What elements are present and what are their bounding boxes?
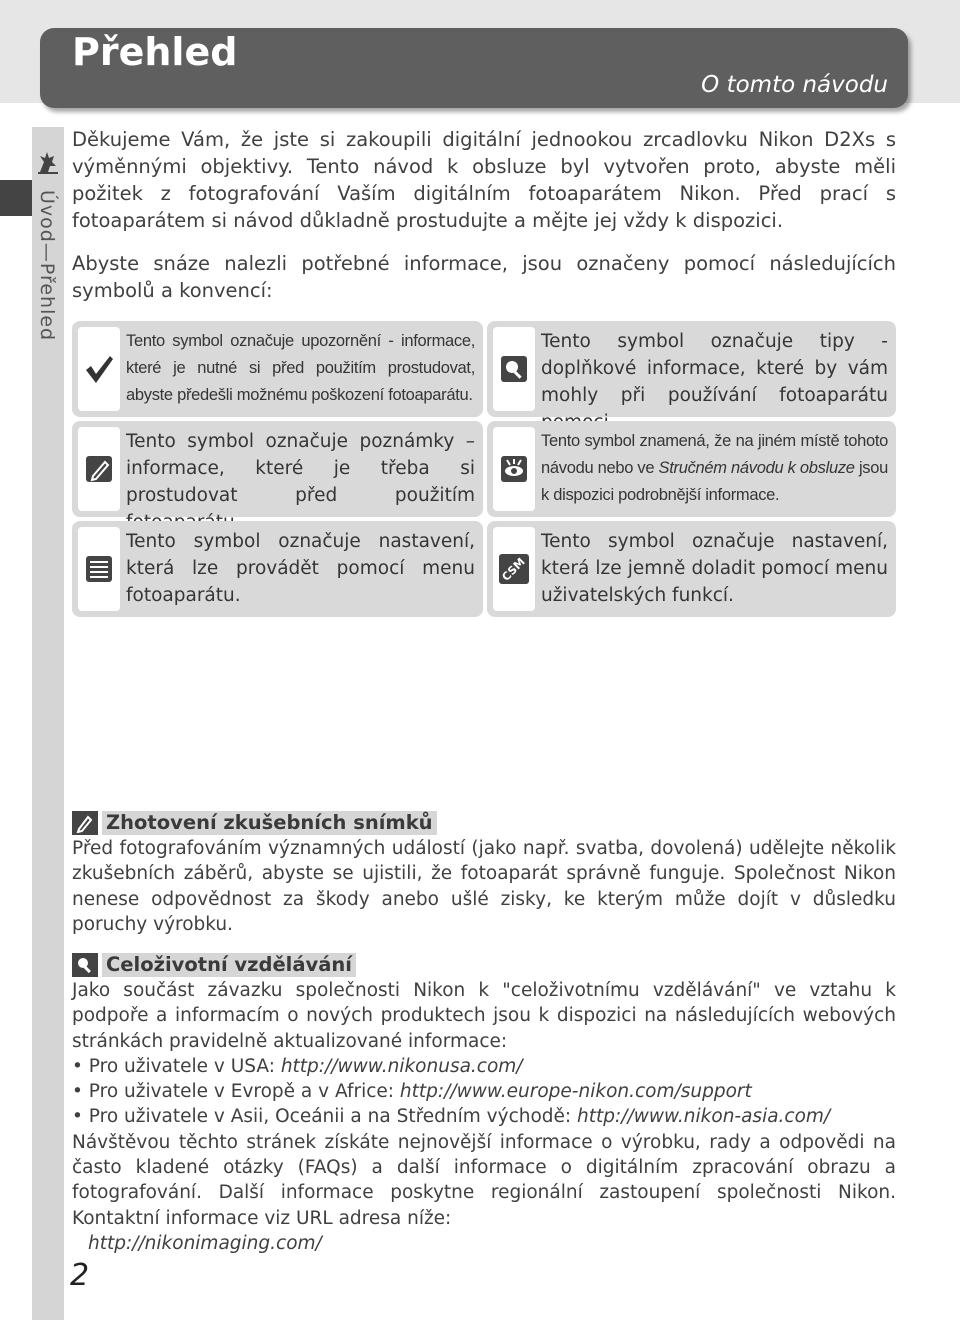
page-title: Přehled — [72, 30, 238, 74]
checkmark-icon — [78, 327, 120, 411]
header-bar — [40, 28, 908, 108]
magnifier-icon — [493, 327, 535, 411]
reference-text-italic: Stručném návodu k obsluze — [658, 459, 855, 477]
support-link-label: • Pro uživatele v USA: — [72, 1055, 281, 1077]
reference-text-after: jsou k dispozici podrobnější informace. — [541, 459, 889, 504]
symbol-text-tips: Tento symbol označuje tipy - doplňkové informace, které by vám mohly při používání fotoaparátu — [541, 331, 888, 406]
section-test-shots-body — [72, 836, 896, 937]
support-link-url[interactable]: http://www.nikonusa.com/ — [280, 1055, 523, 1077]
section-lifelong-body — [72, 978, 896, 1256]
symbol-text-notes: Tento symbol označuje poznámky – informace, které je třeba si prostudovat před použitím — [126, 431, 475, 506]
rooster-icon — [34, 148, 62, 176]
support-links-list — [72, 1054, 896, 1130]
section-lifelong-paragraph-2: Návštěvou těchto stránek získáte nejnovější informace o výrobku, rady a odpovědi na často kladené otázky (FAQs) a další informace o digitálním zpracování obrazu a fotografování. Další informace poskytne regionální zastoupení společnosti Nikon. Kontaktní informace viz URL adresa níže: — [72, 1131, 896, 1229]
symbol-text-caution: Tento symbol označuje upozornění - informace, které je nutné si před použitím prostudovat, abyste předešli možnému poškození fotoaparátu. — [126, 332, 475, 404]
symbol-text-reference — [541, 428, 888, 509]
section-test-shots-heading: Zhotovení zkušebních snímků — [102, 811, 437, 835]
symbol-box-menu — [72, 521, 483, 617]
pencil-icon — [72, 811, 98, 835]
csm-icon — [493, 527, 535, 611]
pencil-icon — [78, 427, 120, 511]
symbol-box-notes — [72, 421, 483, 517]
section-test-shots-paragraph: Před fotografováním významných událostí (jako např. svatba, dovolená) udělejte několik zkušebních záběrů, abyste se ujistili, že fotoaparát správně funguje. Společnost Nikon nenese odpovědnost za škody anebo ušlé zisky, ke kterým může dojít v důsledku poruchy výrobku. — [72, 838, 896, 935]
magnifier-icon — [72, 953, 98, 977]
support-link-item — [72, 1104, 896, 1129]
sidebar-label: Úvod—Přehled — [36, 190, 58, 342]
menu-icon — [78, 527, 120, 611]
support-link-item — [72, 1054, 896, 1079]
nikon-imaging-url[interactable]: http://nikonimaging.com/ — [88, 1232, 322, 1254]
section-lifelong-paragraph-1: Jako součást závazku společnosti Nikon k "celoživotnímu vzdělávání" ve vztahu k podpoře a informacím o nových produktech jsou k dispozici na následujících webových stránkách pravidelně aktualizované informace: — [72, 980, 896, 1052]
symbol-box-csm — [487, 521, 896, 617]
symbol-box-reference — [487, 421, 896, 517]
support-link-item — [72, 1079, 896, 1104]
intro-paragraph-2: Abyste snáze nalezli potřebné informace, jsou označeny pomocí následujících symbolů a konvencí: — [72, 252, 896, 302]
section-test-shots-title — [72, 811, 437, 835]
symbol-text-menu: Tento symbol označuje nastavení, která lze provádět pomocí menu fotoaparátu. — [126, 531, 475, 606]
support-link-url[interactable]: http://www.europe-nikon.com/support — [399, 1081, 752, 1103]
support-link-label: • Pro uživatele v Evropě a v Africe: — [72, 1081, 400, 1103]
section-lifelong-title — [72, 953, 356, 977]
side-marker — [0, 180, 32, 216]
symbol-text-csm: Tento symbol označuje nastavení, která lze jemně doladit pomocí menu uživatelských funkcí. — [541, 531, 888, 606]
csm-icon-label: CSM — [499, 554, 529, 584]
symbol-box-tips — [487, 321, 896, 417]
symbol-box-caution — [72, 321, 483, 417]
support-link-url[interactable]: http://www.nikon-asia.com/ — [577, 1106, 831, 1128]
intro-text — [72, 126, 896, 320]
section-lifelong-heading: Celoživotní vzdělávání — [102, 953, 356, 977]
eye-icon — [493, 427, 535, 511]
page-number: 2 — [70, 1258, 90, 1293]
intro-paragraph-1: Děkujeme Vám, že jste si zakoupili digitální jednookou zrcadlovku Nikon D2Xs s výměnnými objektivy. Tento návod k obsluze byl vytvořen proto, abyste měli požitek z fotografování Vaším digitálním fotoaparátem Nikon. Před prací s fotoaparátem si návod důkladně prostudujte a mějte jej vždy k dispozici. — [72, 128, 896, 232]
page-subtitle: O tomto návodu — [701, 72, 888, 98]
reference-text-before: Tento symbol znamená, že na jiném místě tohoto návodu nebo ve — [541, 432, 888, 477]
support-link-label: • Pro uživatele v Asii, Oceánii a na Středním východě: — [72, 1106, 578, 1128]
